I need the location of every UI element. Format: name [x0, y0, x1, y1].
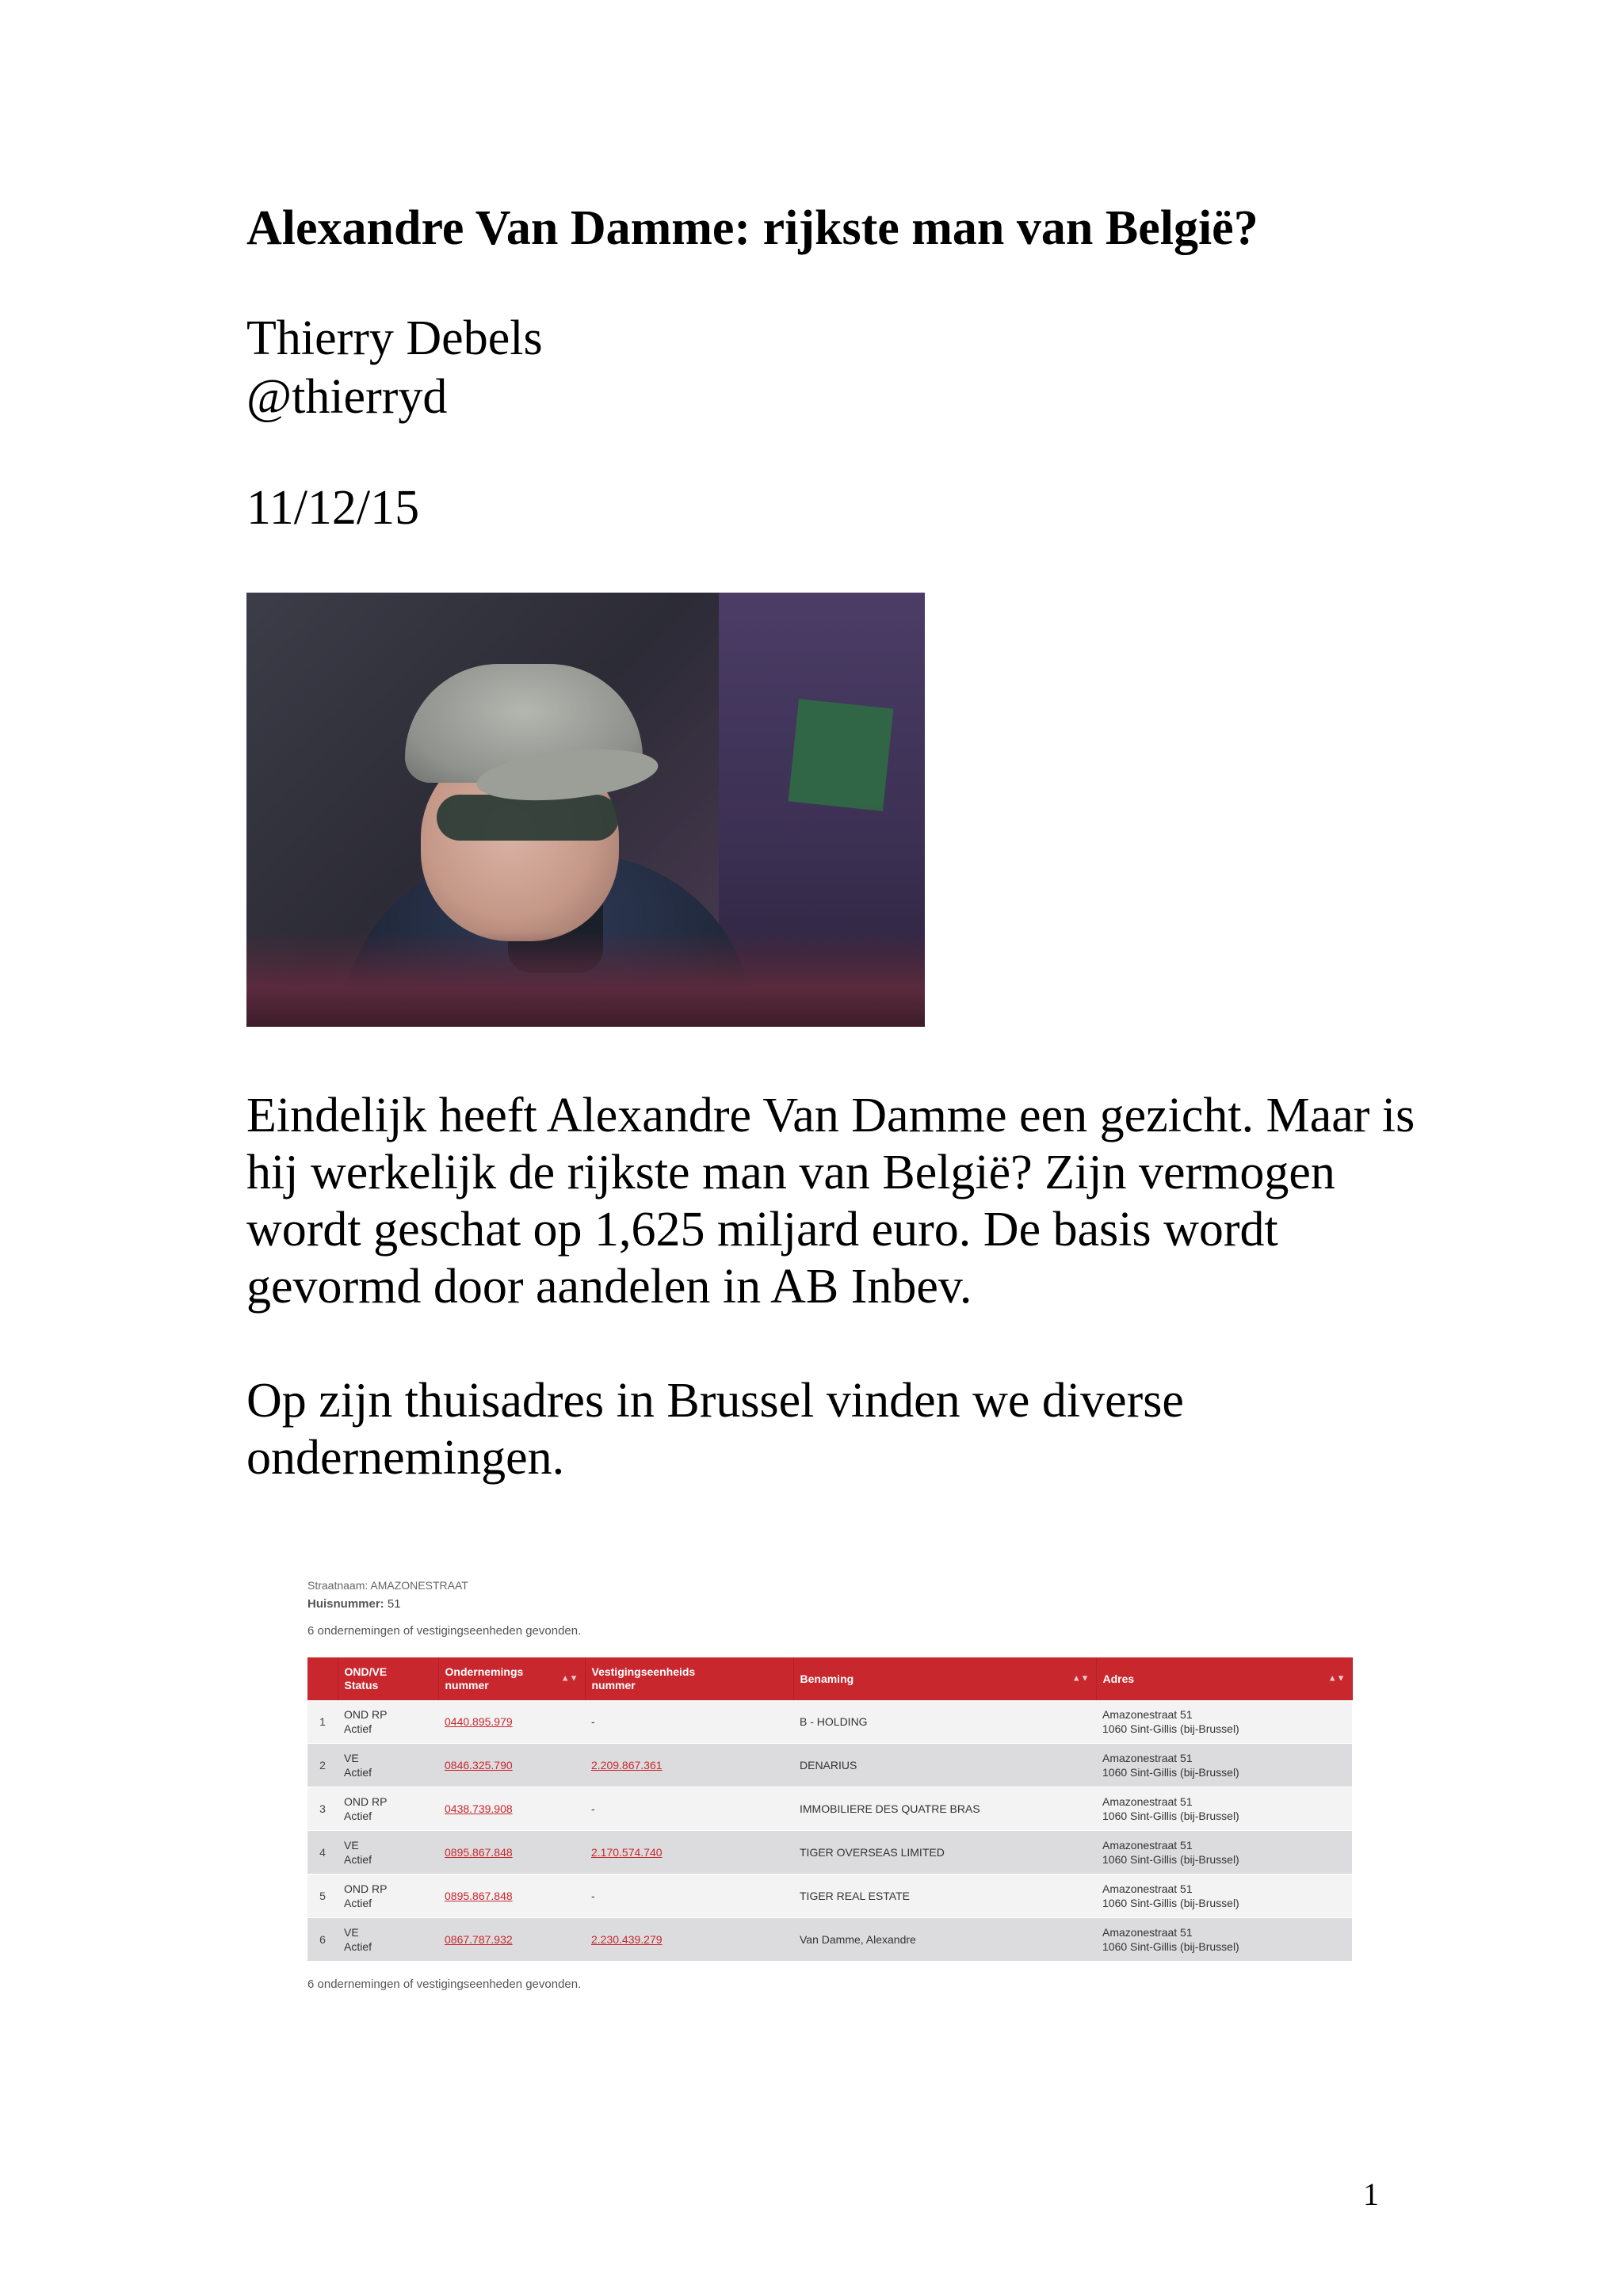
- row-ond-number: [438, 1787, 585, 1831]
- row-name: TIGER REAL ESTATE: [793, 1875, 1096, 1918]
- row-vest-number: [585, 1744, 793, 1787]
- row-name: DENARIUS: [793, 1744, 1096, 1787]
- row-name: B - HOLDING: [793, 1700, 1096, 1744]
- row-vest-number: -: [585, 1875, 793, 1918]
- table-header-row: [307, 1657, 1352, 1700]
- vest-number-link[interactable]: 2.209.867.361: [591, 1759, 663, 1772]
- table-row: [307, 1700, 1352, 1744]
- row-vest-number: [585, 1918, 793, 1962]
- document-title: Alexandre Van Damme: rijkste man van België?: [246, 201, 1258, 255]
- ond-number-link[interactable]: 0846.325.790: [445, 1759, 513, 1772]
- row-index: 4: [307, 1831, 338, 1875]
- column-header-address[interactable]: Adres ▲▼: [1096, 1657, 1352, 1700]
- row-index: 2: [307, 1744, 338, 1787]
- row-vest-number: -: [585, 1700, 793, 1744]
- column-header-name[interactable]: Benaming ▲▼: [793, 1657, 1096, 1700]
- table-row: [307, 1787, 1352, 1831]
- house-number-label: Huisnummer:: [307, 1597, 384, 1611]
- row-ond-number: [438, 1875, 585, 1918]
- row-status: VE Actief: [338, 1918, 438, 1962]
- column-header-index: [307, 1657, 338, 1700]
- row-address: Amazonestraat 51 1060 Sint-Gillis (bij-Brussel): [1096, 1787, 1352, 1831]
- row-address: Amazonestraat 51 1060 Sint-Gillis (bij-Brussel): [1096, 1700, 1352, 1744]
- column-header-vest-number[interactable]: Vestigingseenheids nummer: [585, 1657, 793, 1700]
- paragraph-intro: Eindelijk heeft Alexandre Van Damme een gezicht. Maar is hij werkelijk de rijkste man van België? Zijn vermogen wordt geschat op 1,625 miljard euro. De basis wordt gevormd door aandelen in AB Inbev.: [246, 1089, 1415, 1314]
- row-address: Amazonestraat 51 1060 Sint-Gillis (bij-Brussel): [1096, 1875, 1352, 1918]
- registry-screenshot: [301, 1581, 1360, 2009]
- column-header-status[interactable]: OND/VE Status: [338, 1657, 438, 1700]
- row-name: Van Damme, Alexandre: [793, 1918, 1096, 1962]
- row-status: VE Actief: [338, 1744, 438, 1787]
- sort-icon[interactable]: ▲▼: [1071, 1673, 1090, 1684]
- ond-number-link[interactable]: 0895.867.848: [445, 1846, 513, 1859]
- row-address: Amazonestraat 51 1060 Sint-Gillis (bij-Brussel): [1096, 1744, 1352, 1787]
- house-number-line: [307, 1597, 401, 1611]
- photo-seats: [246, 932, 925, 1027]
- registry-table: [307, 1657, 1353, 1962]
- row-ond-number: [438, 1918, 585, 1962]
- page-number: 1: [1363, 2176, 1379, 2212]
- portrait-photo: [246, 593, 925, 1027]
- photo-background-sign: [789, 699, 894, 811]
- row-ond-number: [438, 1744, 585, 1787]
- row-status: VE Actief: [338, 1831, 438, 1875]
- row-name: TIGER OVERSEAS LIMITED: [793, 1831, 1096, 1875]
- column-header-ond-number[interactable]: Ondernemings nummer ▲▼: [438, 1657, 585, 1700]
- row-name: IMMOBILIERE DES QUATRE BRAS: [793, 1787, 1096, 1831]
- row-ond-number: [438, 1831, 585, 1875]
- row-index: 3: [307, 1787, 338, 1831]
- street-line: Straatnaam: AMAZONESTRAAT: [307, 1581, 468, 1589]
- ond-number-link[interactable]: 0867.787.932: [445, 1933, 513, 1946]
- row-index: 6: [307, 1918, 338, 1962]
- ond-number-link[interactable]: 0438.739.908: [445, 1802, 513, 1815]
- vest-number-link[interactable]: 2.230.439.279: [591, 1933, 663, 1946]
- table-row: [307, 1744, 1352, 1787]
- results-count-top: 6 ondernemingen of vestigingseenheden gevonden.: [307, 1624, 582, 1638]
- sort-icon[interactable]: ▲▼: [1327, 1673, 1346, 1684]
- ond-number-link[interactable]: 0440.895.979: [445, 1715, 513, 1728]
- row-ond-number: [438, 1700, 585, 1744]
- row-vest-number: -: [585, 1787, 793, 1831]
- author-handle: @thierryd: [246, 370, 448, 424]
- row-vest-number: [585, 1831, 793, 1875]
- table-row: [307, 1918, 1352, 1962]
- row-status: OND RP Actief: [338, 1700, 438, 1744]
- row-index: 1: [307, 1700, 338, 1744]
- paragraph-address: Op zijn thuisadres in Brussel vinden we diverse ondernemingen.: [246, 1374, 1184, 1485]
- row-index: 5: [307, 1875, 338, 1918]
- row-status: OND RP Actief: [338, 1875, 438, 1918]
- row-address: Amazonestraat 51 1060 Sint-Gillis (bij-Brussel): [1096, 1918, 1352, 1962]
- results-count-bottom: 6 ondernemingen of vestigingseenheden gevonden.: [307, 1978, 582, 1991]
- vest-number-link[interactable]: 2.170.574.740: [591, 1846, 663, 1859]
- row-address: Amazonestraat 51 1060 Sint-Gillis (bij-Brussel): [1096, 1831, 1352, 1875]
- author-name: Thierry Debels: [246, 311, 543, 365]
- ond-number-link[interactable]: 0895.867.848: [445, 1890, 513, 1902]
- row-status: OND RP Actief: [338, 1787, 438, 1831]
- table-row: [307, 1831, 1352, 1875]
- table-row: [307, 1875, 1352, 1918]
- author-block: [246, 309, 543, 426]
- sort-icon[interactable]: ▲▼: [560, 1673, 579, 1684]
- publication-date: 11/12/15: [246, 481, 420, 535]
- house-number-value: 51: [387, 1597, 401, 1611]
- photo-person-glasses: [437, 795, 619, 841]
